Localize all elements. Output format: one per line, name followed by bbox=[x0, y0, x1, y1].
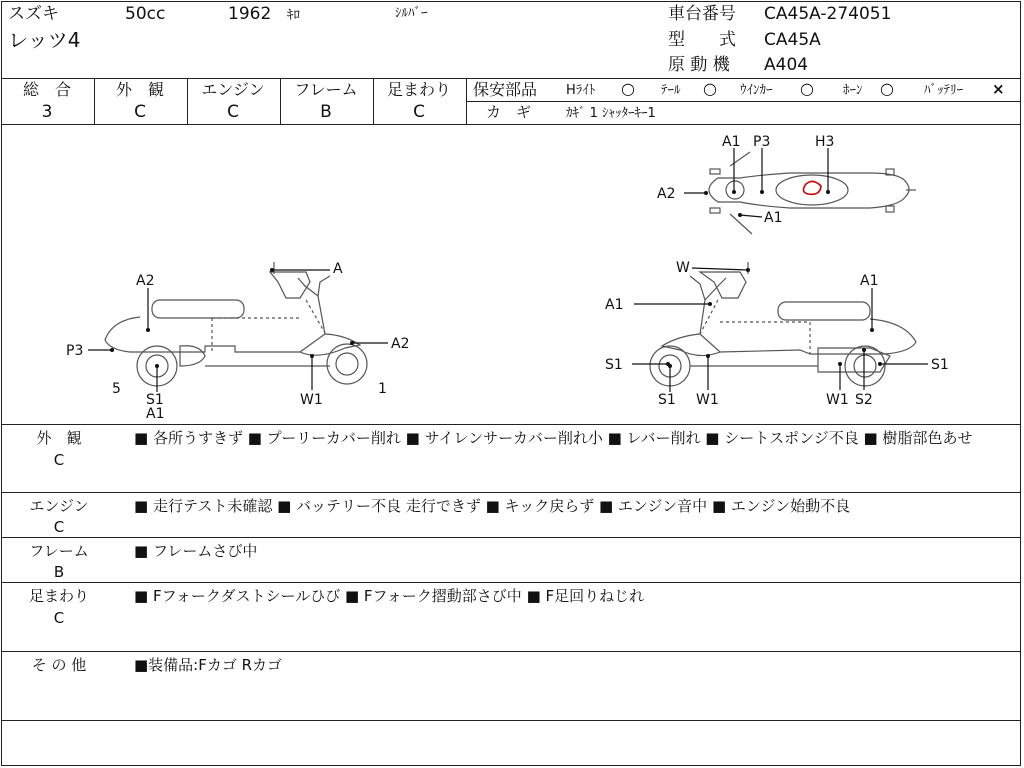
maker: スズキ bbox=[8, 4, 59, 24]
diagram-label: A2 bbox=[391, 336, 410, 352]
divider bbox=[1, 582, 1021, 583]
key-label: カ ギ bbox=[486, 103, 532, 121]
grade-label: 外 観 bbox=[115, 80, 164, 99]
model-name: レッツ4 bbox=[8, 28, 81, 52]
frame-no-label: 車台番号 bbox=[668, 4, 736, 24]
scooter-top-view bbox=[709, 152, 916, 234]
engine-value: A404 bbox=[764, 55, 809, 75]
remark-category: エンジン bbox=[29, 497, 89, 515]
remark-grade: C bbox=[53, 518, 65, 536]
remark-text: ■ 走行テスト未確認 ■ バッテリー不良 走行できず ■ キック戻らず ■ エンジン音中 ■ エンジン始動不良 bbox=[134, 497, 851, 515]
divider bbox=[1, 78, 1021, 79]
color: ｼﾙﾊﾞｰ bbox=[395, 6, 428, 21]
remark-text: ■ フレームさび中 bbox=[134, 542, 258, 560]
divider bbox=[1, 424, 1021, 425]
safety-item-mark: ○ bbox=[621, 79, 635, 98]
grade-value: C bbox=[134, 102, 146, 122]
remark-category: そ の 他 bbox=[31, 656, 87, 674]
diagram-label: A bbox=[333, 261, 343, 277]
safety-title: 保安部品 bbox=[473, 80, 538, 99]
remark-grade: B bbox=[53, 563, 65, 581]
grade-label: フレーム bbox=[294, 80, 358, 99]
divider bbox=[1, 537, 1021, 538]
grade-value: C bbox=[413, 102, 425, 122]
safety-item-label: ﾎｰﾝ bbox=[843, 83, 863, 98]
type-value: CA45A bbox=[764, 30, 821, 50]
safety-item-mark: ○ bbox=[880, 79, 894, 98]
safety-item-label: ﾃｰﾙ bbox=[661, 83, 681, 98]
safety-item-label: ﾊﾞｯﾃﾘｰ bbox=[924, 83, 963, 98]
remark-grade: C bbox=[53, 609, 65, 627]
remark-text: ■ Fフォークダストシールひび ■ Fフォーク摺動部さび中 ■ F足回りねじれ bbox=[134, 587, 645, 605]
diagram-label: H3 bbox=[815, 134, 835, 150]
engine-label: 原 動 機 bbox=[668, 55, 730, 75]
diagram-label: S1 bbox=[146, 392, 164, 408]
diagram-label: 5 bbox=[112, 381, 121, 397]
diagram-label: S1 bbox=[658, 392, 676, 408]
diagram-label: P3 bbox=[66, 343, 84, 359]
grade-label: 足まわり bbox=[386, 80, 451, 99]
grade-value: B bbox=[320, 102, 332, 122]
remark-category: 外 観 bbox=[36, 429, 82, 447]
grade-value: C bbox=[227, 102, 239, 122]
diagram-label: P3 bbox=[753, 134, 771, 150]
key-value: ｶｷﾞ 1 ｼｬｯﾀｰｷｰ1 bbox=[566, 106, 656, 121]
divider bbox=[466, 101, 1021, 102]
diagram-label: S1 bbox=[605, 357, 623, 373]
divider bbox=[1, 651, 1021, 652]
safety-item-label: ｳｲﾝｶｰ bbox=[740, 83, 773, 98]
diagram-label: A1 bbox=[605, 297, 624, 313]
year: 1962 bbox=[228, 4, 272, 24]
safety-item-mark: ○ bbox=[703, 79, 717, 98]
frame-no: CA45A-274051 bbox=[764, 4, 892, 24]
diagram-label: 1 bbox=[378, 381, 387, 397]
diagram-label: A1 bbox=[764, 210, 783, 226]
grade-label: エンジン bbox=[201, 80, 265, 99]
remark-text: ■ 各所うすきず ■ プーリーカバー削れ ■ サイレンサーカバー削れ小 ■ レバー削れ ■ シートスポンジ不良 ■ 樹脂部色あせ bbox=[134, 429, 973, 447]
damage-mark-red bbox=[803, 181, 821, 194]
diagram-label: A2 bbox=[136, 273, 155, 289]
displacement: 50cc bbox=[125, 4, 166, 24]
top-view-leaders bbox=[684, 148, 828, 217]
safety-item-mark: ○ bbox=[800, 79, 814, 98]
diagram-label: W1 bbox=[826, 392, 849, 408]
divider bbox=[1, 720, 1021, 721]
diagram-label: S2 bbox=[855, 392, 873, 408]
diagram-label: A2 bbox=[657, 186, 676, 202]
diagram-label: W1 bbox=[696, 392, 719, 408]
damage-diagram bbox=[0, 125, 1022, 423]
diagram-label: A1 bbox=[860, 273, 879, 289]
safety-item-mark: × bbox=[992, 80, 1005, 98]
safety-item-label: Hﾗｲﾄ bbox=[566, 83, 596, 98]
remark-category: 足まわり bbox=[28, 587, 89, 605]
type-label: 型 式 bbox=[668, 30, 736, 50]
remark-text: ■装備品:Fカゴ Rカゴ bbox=[134, 656, 283, 674]
diagram-label: A1 bbox=[722, 134, 741, 150]
diagram-label: A1 bbox=[146, 406, 165, 422]
diagram-label: S1 bbox=[931, 357, 949, 373]
remark-grade: C bbox=[53, 451, 65, 469]
diagram-label: W1 bbox=[300, 392, 323, 408]
divider bbox=[1, 492, 1021, 493]
year-unit: ｷﾛ bbox=[287, 8, 300, 23]
grade-value: 3 bbox=[41, 102, 53, 122]
diagram-label: W bbox=[676, 260, 690, 276]
remark-category: フレーム bbox=[29, 542, 89, 560]
grade-label: 総 合 bbox=[22, 80, 71, 99]
